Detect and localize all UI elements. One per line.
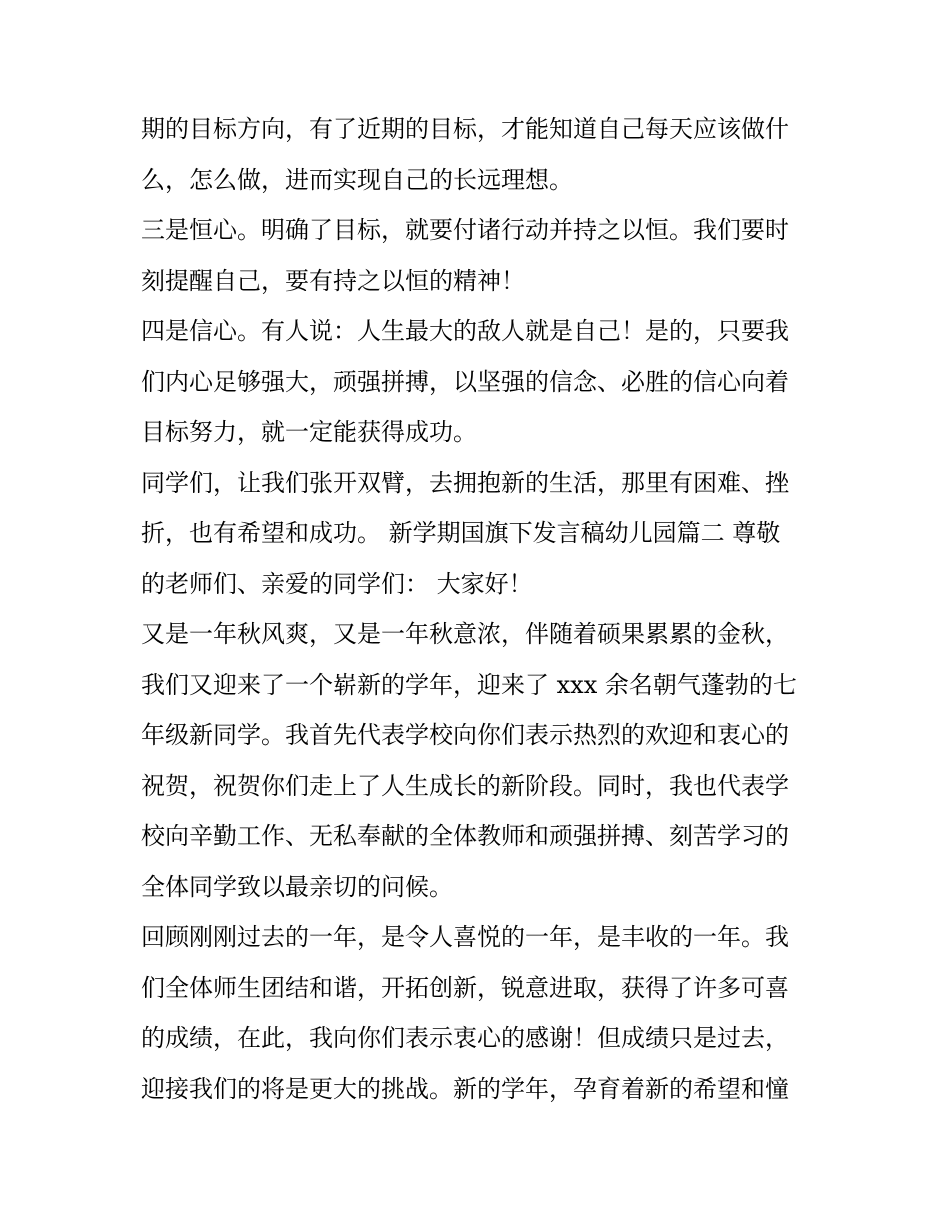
text-line: 同学们，让我们张开双臂，去拥抱新的生活，那里有困难、挫 [141, 468, 789, 497]
text-line: 的成绩，在此，我向你们表示衷心的感谢！但成绩只是过去， [141, 1024, 789, 1052]
text-line: 我们又迎来了一个崭新的学年，迎来了 xxx 余名朝气蓬勃的七 [141, 670, 797, 699]
text-line: 祝贺，祝贺你们走上了人生成长的新阶段。同时，我也代表学 [141, 771, 789, 800]
text-line: 么，怎么做，进而实现自己的长远理想。 [141, 165, 573, 194]
text-line: 目标努力，就一定能获得成功。 [141, 418, 477, 446]
text-line: 的老师们、亲爱的同学们： 大家好！ [141, 569, 533, 598]
document-body [141, 104, 816, 1114]
text-line: 回顾刚刚过去的一年，是令人喜悦的一年，是丰收的一年。我 [141, 923, 789, 951]
text-line: 年级新同学。我首先代表学校向你们表示热烈的欢迎和衷心的 [141, 721, 789, 749]
text-line: 们内心足够强大，顽强拼搏，以坚强的信念、必胜的信心向着 [141, 367, 789, 396]
text-line: 三是恒心。明确了目标，就要付诸行动并持之以恒。我们要时 [141, 216, 789, 244]
text-line: 折，也有希望和成功。 新学期国旗下发言稿幼儿园篇二 尊敬 [141, 519, 781, 547]
text-line: 刻提醒自己，要有持之以恒的精神！ [141, 266, 525, 295]
text-line: 又是一年秋风爽，又是一年秋意浓，伴随着硕果累累的金秋， [141, 620, 789, 648]
text-line: 全体同学致以最亲切的问候。 [141, 872, 453, 901]
text-line: 们全体师生团结和谐，开拓创新，锐意进取，获得了许多可喜 [141, 973, 789, 1002]
text-line: 四是信心。有人说：人生最大的敌人就是自己！是的，只要我 [141, 317, 789, 345]
text-line: 期的目标方向，有了近期的目标，才能知道自己每天应该做什 [141, 115, 789, 143]
text-line: 迎接我们的将是更大的挑战。新的学年，孕育着新的希望和憧 [141, 1074, 789, 1103]
text-line: 校向辛勤工作、无私奉献的全体教师和顽强拼搏、刻苦学习的 [141, 822, 789, 850]
